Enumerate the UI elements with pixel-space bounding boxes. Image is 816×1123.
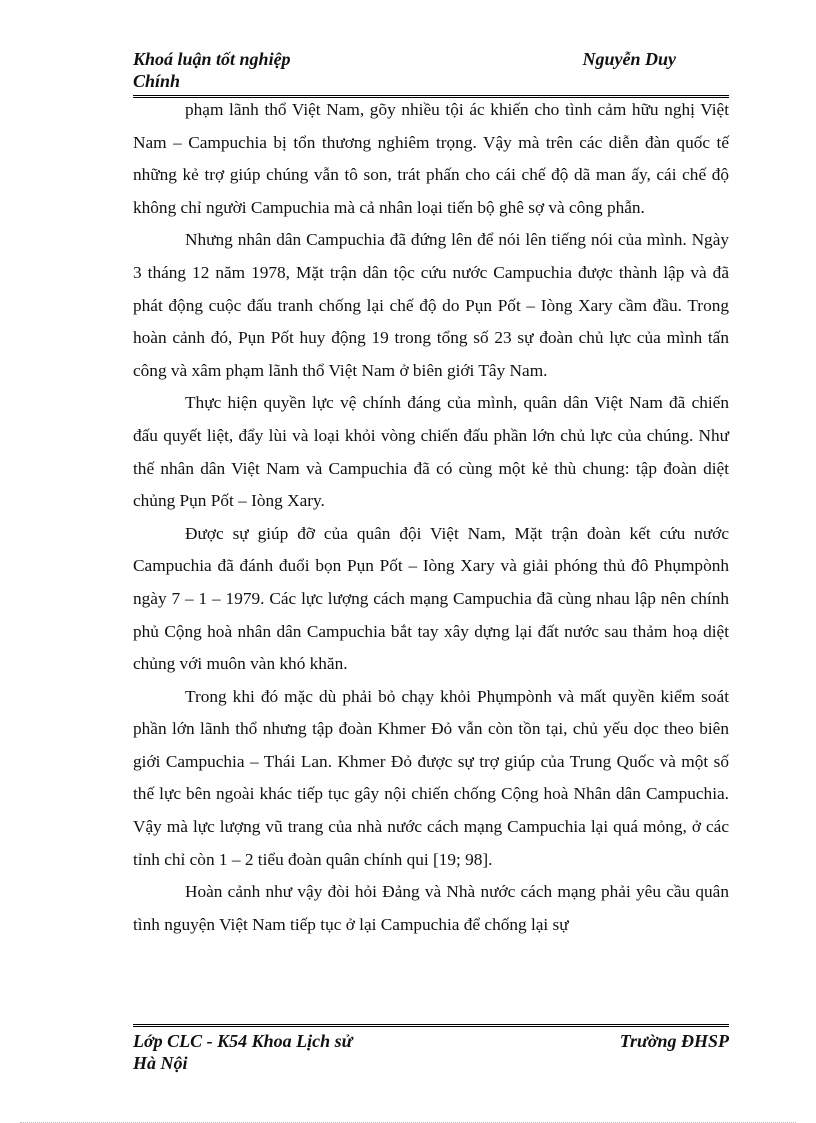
header-thesis-title: Khoá luận tốt nghiệp (133, 49, 291, 69)
page-footer (133, 1030, 729, 1074)
paragraph-1: phạm lãnh thổ Việt Nam, gõy nhiều tội ác khiến cho tình cảm hữu nghị Việt Nam – Campuchia bị tổn thương nghiêm trọng. Vậy mà trên các diễn đàn quốc tế những kẻ trợ giúp chúng vẫn tô son, trát phấn cho cái chế độ dã man ấy, cái chế độ không chỉ người Campuchia mà cả nhân loại tiến bộ ghê sợ và công phẫn. (133, 100, 729, 217)
paragraph-4: Được sự giúp đỡ của quân đội Việt Nam, Mặt trận đoàn kết cứu nước Campuchia đã đánh đuổi bọn Pụn Pốt – Iòng Xary và giải phóng thủ đô Phụmpònh ngày 7 – 1 – 1979. Các lực lượng cách mạng Campuchia đã cùng nhau lập nên chính phủ Cộng hoà nhân dân Campuchia bắt tay xây dựng lại đất nước sau thảm hoạ diệt chủng với muôn vàn khó khăn. (133, 523, 729, 674)
page-header (133, 48, 729, 92)
paragraph-3: Thực hiện quyền lực vệ chính đáng của mình, quân dân Việt Nam đã chiến đấu quyết liệt, đẩy lùi và loại khỏi vòng chiến đấu phần lớn chủ lực của chúng. Như thế nhân dân Việt Nam và Campuchia đã có cùng một kẻ thù chung: tập đoàn diệt chủng Pụn Pốt – Iòng Xary. (133, 393, 729, 511)
header-author-name: Nguyễn Duy (582, 49, 676, 69)
paragraph-6: Hoàn cảnh như vậy đòi hỏi Đảng và Nhà nước cách mạng phải yêu cầu quân tình nguyện Việt Nam tiếp tục ở lại Campuchia để chống lại sự (133, 882, 729, 934)
footer-university: Trường ĐHSP (619, 1031, 729, 1051)
paragraph-2: Nhưng nhân dân Campuchia đã đứng lên để nói lên tiếng nói của mình. Ngày 3 tháng 12 năm 1978, Mặt trận dân tộc cứu nước Campuchia được thành lập và đã phát động cuộc đấu tranh chống lại chế độ do Pụn Pốt – Iòng Xary cầm đầu. Trong hoàn cảnh đó, Pụn Pốt huy động 19 trong tổng số 23 sự đoàn chủ lực của mình tấn công và xâm phạm lãnh thổ Việt Nam ở biên giới Tây Nam. (133, 230, 729, 380)
footer-divider (133, 1024, 729, 1027)
footer-city: Hà Nội (133, 1053, 188, 1073)
footer-class-name: Lớp CLC - K54 Khoa Lịch sử (133, 1031, 353, 1051)
paragraph-5: Trong khi đó mặc dù phải bỏ chạy khỏi Phụmpònh và mất quyền kiểm soát phần lớn lãnh thổ nhưng tập đoàn Khmer Đỏ vẫn còn tồn tại, chủ yếu dọc theo biên giới Campuchia – Thái Lan. Khmer Đỏ được sự trợ giúp của Trung Quốc và một số thế lực bên ngoài khác tiếp tục gây nội chiến chống Cộng hoà Nhân dân Campuchia. Vậy mà lực lượng vũ trang của nhà nước cách mạng Campuchia lại quá mỏng, ở các tỉnh chỉ còn 1 – 2 tiểu đoàn quân chính qui [19; 98]. (133, 686, 729, 869)
document-body (133, 94, 729, 941)
header-author-surname: Chính (133, 71, 181, 91)
